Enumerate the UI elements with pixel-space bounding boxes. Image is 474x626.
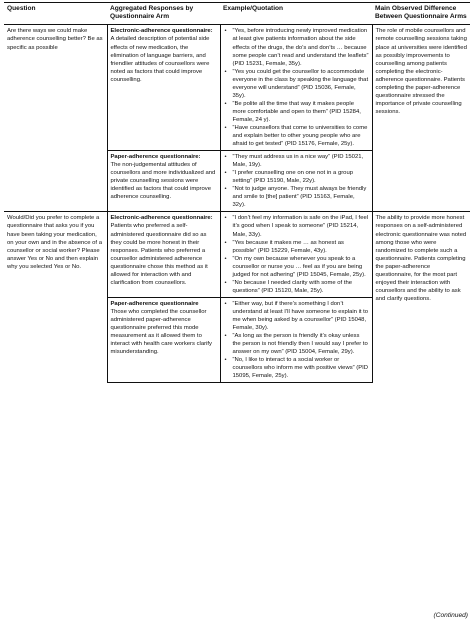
arm-title: Electronic-adherence questionnaire: [110, 28, 213, 35]
quote-item: • “On my own because whenever you speak to a counsellor or nurse you … feel as if you are being judged for not adhering” (PID 15045, Female, 25y). [224, 255, 369, 279]
question-cell: Are there ways we could make adherence counselling better? Be as specific as possible [7, 28, 103, 51]
quote-cell [220, 297, 372, 382]
table-row [4, 212, 470, 297]
arm-title: Paper-adherence questionnaire [110, 300, 199, 307]
arm-text: The non-judgemental attitudes of counsellors and more individualized and private counselling sessions were identified as factors that could improve adherence counselling. [110, 162, 216, 201]
quote-cell [220, 212, 372, 297]
quote-list [224, 27, 369, 148]
quote-item: • “They must address us in a nice way” (PID 15021, Male, 19y). [224, 153, 369, 169]
quote-item: • “No, I like to interact to a social worker or counsellors who inform me with positive views” (PID 15095, Female, 25y). [224, 356, 369, 380]
arm-cell [107, 212, 220, 297]
arm-cell [107, 297, 220, 382]
header-row [4, 3, 470, 25]
difference-cell: The ability to provide more honest responses on a self-administered electronic questionnaire was noted among those who were randomized to complete such a questionnaire. Patients completing the paper-adherence questionnaire, for the most part enjoyed their interaction with counsellors and the ability to ask and clarify questions. [372, 212, 470, 383]
table-row [4, 25, 470, 151]
quote-item: • “I prefer counselling one on one not in a group setting” (PID 15190, Male, 22y). [224, 169, 369, 185]
arm-title: Paper-adherence questionnaire: [110, 154, 201, 161]
quote-item: • “Have counsellors that come to universities to come and explain better to other young people who are afraid to get tested” (PID 15176, Female, 25y). [224, 124, 369, 148]
quote-cell [220, 151, 372, 212]
arm-title: Electronic-adherence questionnaire: [110, 215, 213, 222]
difference-cell: The role of mobile counsellors and remote counselling sessions taking place at universities were identified as possibly improvements to counselling among patients completing the electronic-adherence questionnaire. Patients completing the paper-adherence questionnaire stressed the importance of private counselling sessions. [375, 28, 467, 115]
quote-item: • “Yes, before introducing newly improved medication at least give patients information about the side effects of the drugs, the do’s and don’ts … because some people can’t read and understand the leaflets” (PID 15231, Female, 35y). [224, 27, 369, 67]
header-question: Question [4, 3, 107, 25]
quote-list [224, 300, 369, 380]
header-difference: Main Observed Difference Between Questionnaire Arms [372, 3, 470, 25]
header-aggregated: Aggregated Responses by Questionnaire Arm [107, 3, 220, 25]
results-table [4, 2, 470, 383]
arm-cell [107, 151, 220, 212]
quote-item: • “As long as the person is friendly it’s okay unless the person is not friendly then I would say I prefer to answer on my own” (PID 15004, Female, 29y). [224, 332, 369, 356]
continued-label: (Continued) [433, 612, 468, 619]
quote-item: • “Yes you could get the counsellor to accommodate everyone in the class by speaking the language that everyone will understand” (PID 15036, Female, 35y). [224, 68, 369, 100]
quote-item: • “Yes because it makes me … as honest as possible” (PID 15229, Female, 43y). [224, 239, 369, 255]
arm-text: A detailed description of potential side effects of new medication, the elimination of language barriers, and friendlier attitudes of counsellors were noted as factors that could improve counselling. [110, 36, 210, 83]
header-example: Example/Quotation [220, 3, 372, 25]
question-cell: Would/Did you prefer to complete a questionnaire that asks you if you have been taking your medication, on your own and in the absence of a counsellor or social worker? Please answer Yes or No and then explain why you selected Yes or No. [4, 212, 107, 383]
quote-item: • “No because I needed clarity with some of the questions” (PID 15120, Male, 25y). [224, 279, 369, 295]
arm-text: Patients who preferred a self-administered questionnaire did so as they could be more honest in their responses. Patients who preferred a counsellor administered adherence questionnaire chose this method as it allowed for interaction with and clarification from counsellors. [110, 223, 208, 286]
quote-item: • “Not to judge anyone. They must always be friendly and smile to [the] patient” (PID 15163, Female, 32y). [224, 185, 369, 209]
quote-item: • “Either way, but if there’s something I don’t understand at least I’ll have someone to explain it to me when being asked by a counsellor” (PID 15048, Female, 30y). [224, 300, 369, 332]
quote-cell [220, 25, 372, 151]
quote-item: • “I don’t feel my information is safe on the iPad, I feel it’s good when I speak to someone” (PID 15214, Male, 33y). [224, 214, 369, 238]
arm-text: Those who completed the counsellor administered paper-adherence questionnaire preferred this mode measurement as it allowed them to interact with health care workers clarify misunderstanding. [110, 308, 212, 356]
table-page [4, 2, 470, 383]
quote-item: • “Be polite all the time that way it makes people more comfortable and open to them” (PID 15284, Female, 24 y). [224, 100, 369, 124]
quote-list [224, 153, 369, 209]
quote-list [224, 214, 369, 294]
arm-cell [107, 25, 220, 151]
